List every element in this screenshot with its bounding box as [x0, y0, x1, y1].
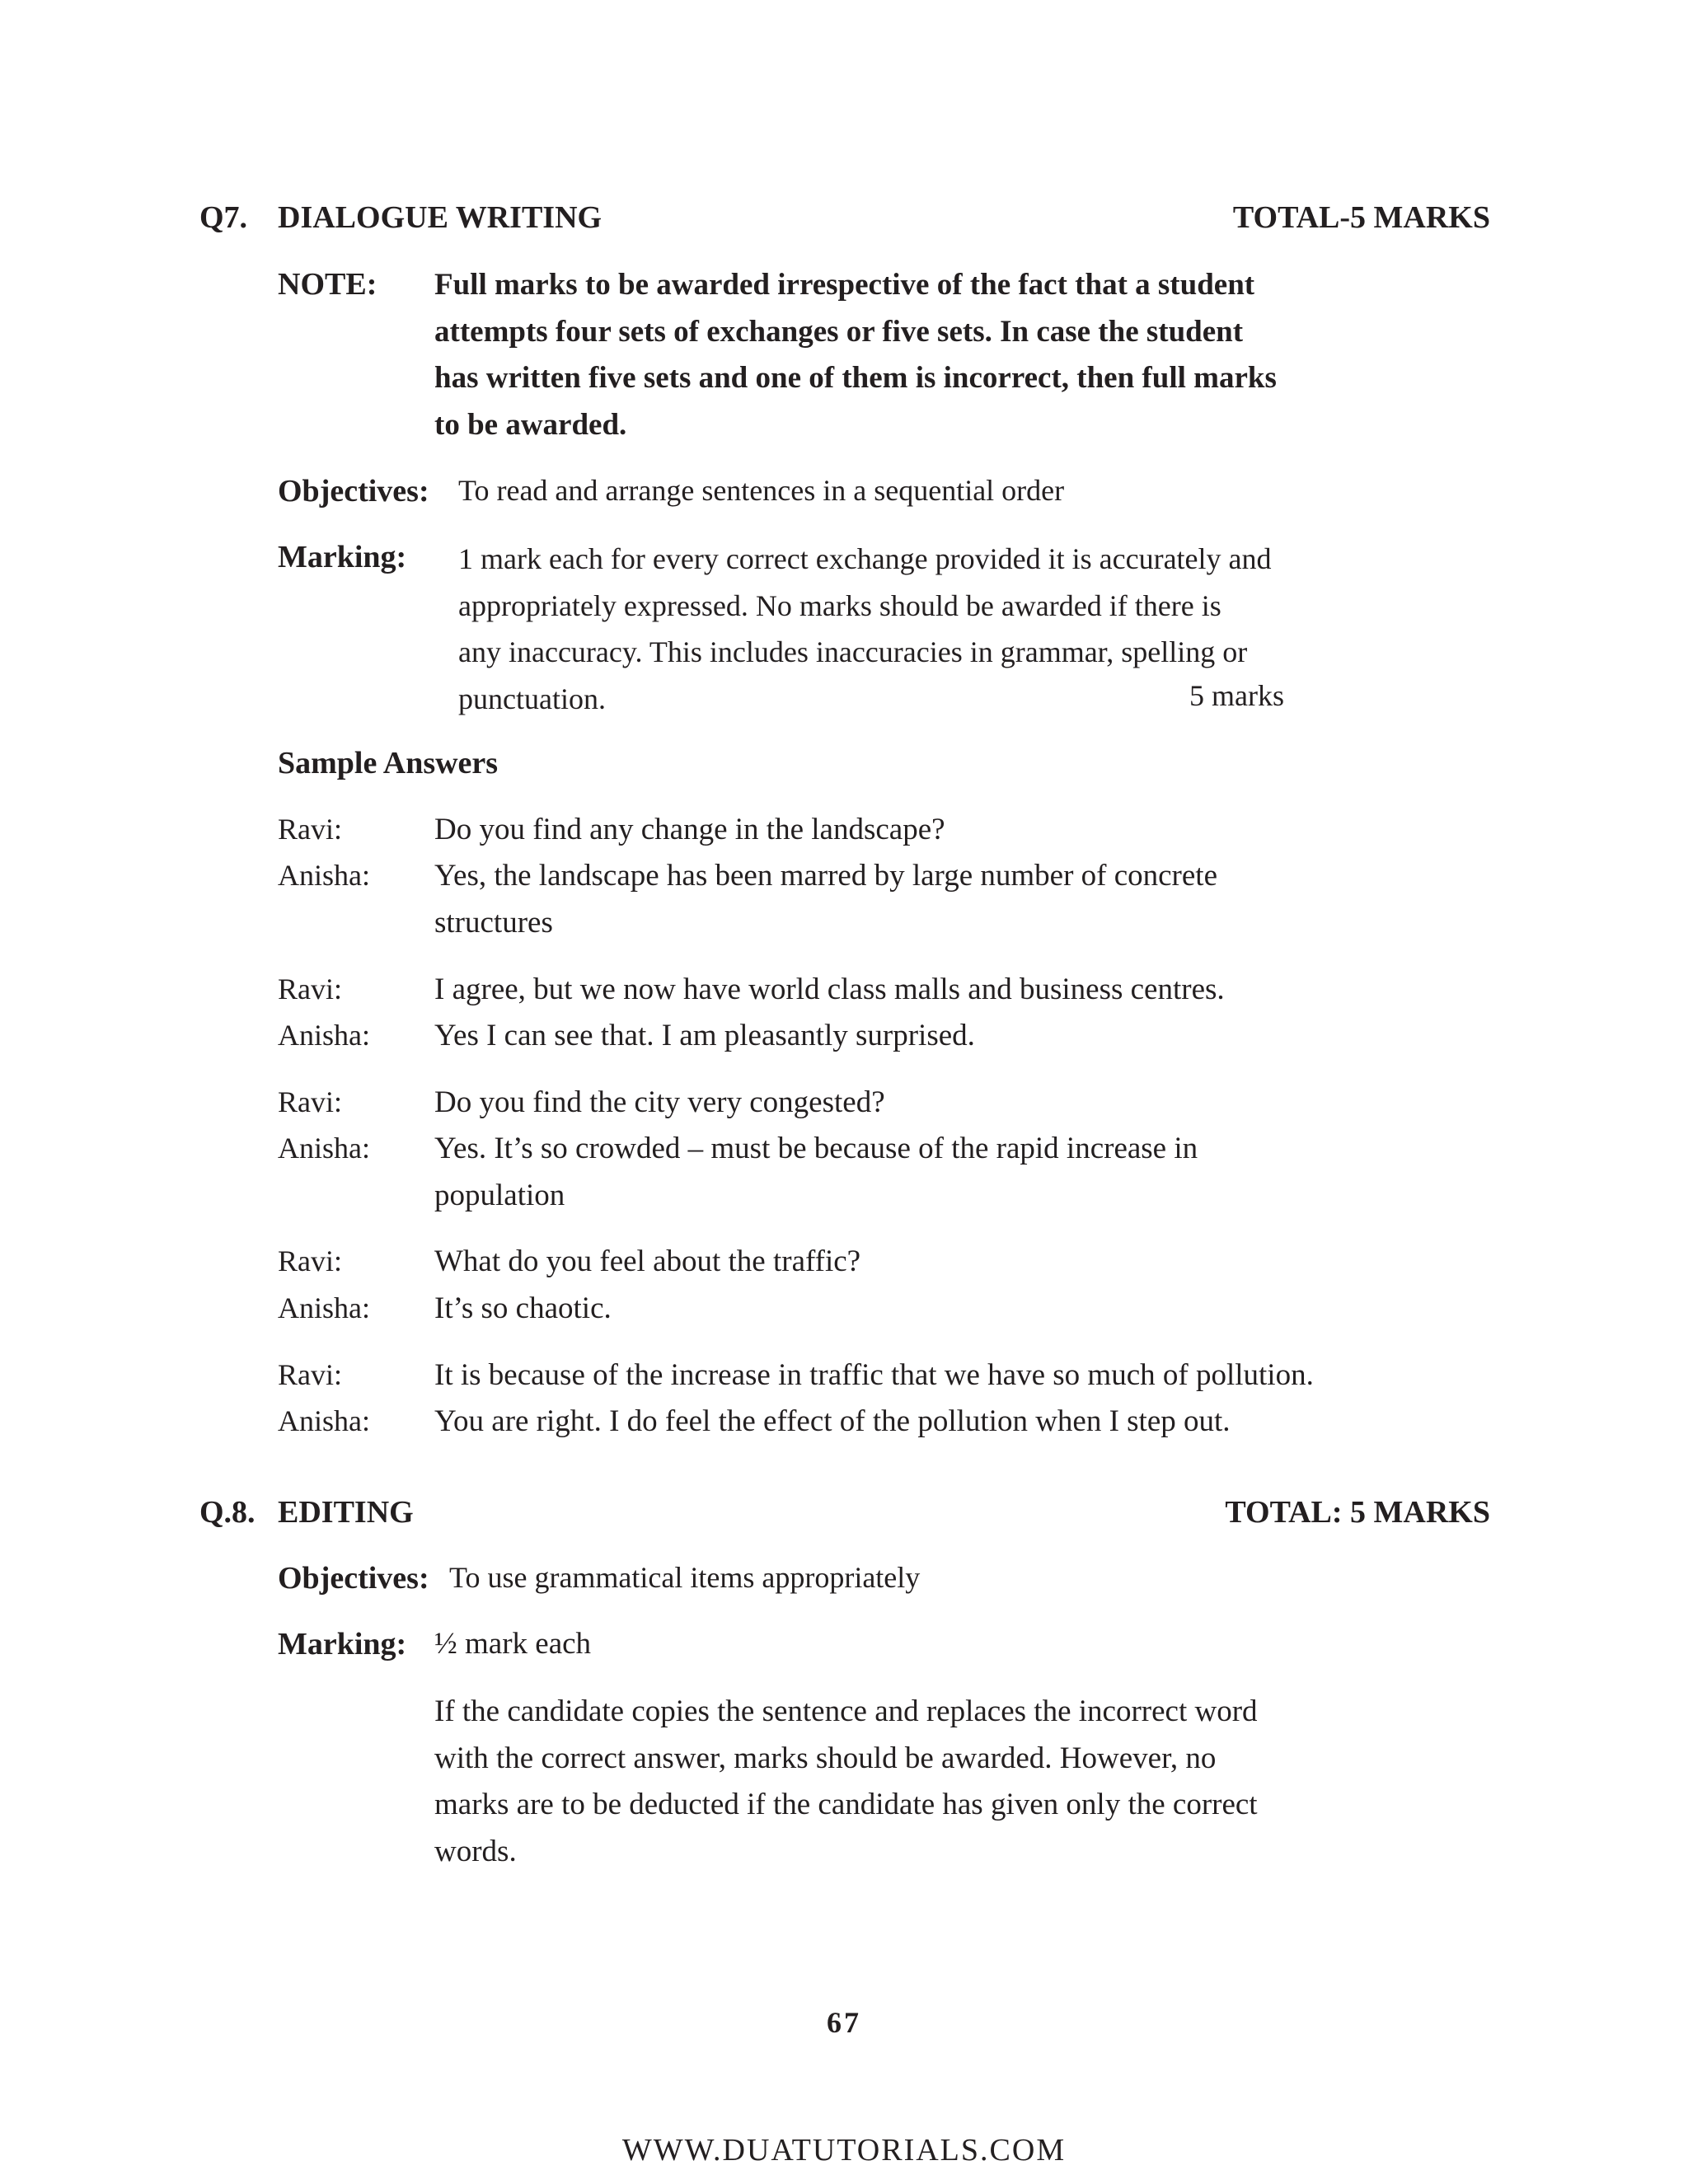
dialogue-line: Yes, the landscape has been marred by large number of concrete [434, 859, 1218, 893]
speaker-anisha: Anisha: [278, 1291, 370, 1324]
q8-number: Q.8. [199, 1495, 256, 1530]
dialogue-line: population [434, 1179, 565, 1212]
speaker-ravi: Ravi: [278, 1244, 342, 1277]
speaker-ravi: Ravi: [278, 813, 342, 846]
marking-line: appropriately expressed. No marks should be awarded if there is [458, 588, 1221, 622]
footer-website: WWW.DUATUTORIALS.COM [621, 2133, 1067, 2168]
speaker-anisha: Anisha: [278, 1019, 370, 1052]
q8-objectives-text: To use grammatical items appropriately [449, 1561, 921, 1594]
note-text [434, 262, 1277, 448]
sample-answers-heading: Sample Answers [278, 746, 499, 780]
speaker-ravi: Ravi: [278, 972, 342, 1005]
dialogue-line: It’s so chaotic. [434, 1291, 612, 1325]
instruction-line: words. [434, 1834, 517, 1868]
instruction-line: with the correct answer, marks should be awarded. However, no [434, 1741, 1217, 1775]
dialogue-line: It is because of the increase in traffic that we have so much of pollution. [434, 1358, 1314, 1392]
q7-marking-label: Marking: [278, 540, 407, 574]
q7-marks-value: 5 marks [1189, 679, 1284, 712]
speaker-anisha: Anisha: [278, 1132, 370, 1165]
q8-objectives-label: Objectives: [278, 1561, 429, 1596]
page-number: 67 [827, 2006, 861, 2039]
note-line: attempts four sets of exchanges or five sets. In case the student [434, 314, 1244, 349]
q7-total-marks: TOTAL-5 MARKS [1232, 200, 1490, 235]
dialogue-line: Do you find any change in the landscape? [434, 813, 945, 846]
dialogue-line: Yes I can see that. I am pleasantly surprised. [434, 1019, 975, 1052]
speaker-anisha: Anisha: [278, 1404, 370, 1437]
dialogue-line: I agree, but we now have world class malls and business centres. [434, 972, 1225, 1006]
speaker-ravi: Ravi: [278, 1358, 342, 1391]
speaker-anisha: Anisha: [278, 859, 370, 892]
q8-marking-text: ½ mark each [434, 1627, 592, 1661]
dialogue-line: Do you find the city very congested? [434, 1085, 885, 1119]
q8-marking-label: Marking: [278, 1627, 407, 1661]
marking-line: punctuation. [458, 682, 606, 715]
marking-line: 1 mark each for every correct exchange provided it is accurately and [458, 542, 1272, 575]
dialogue-line: Yes. It’s so crowded – must be because of the rapid increase in [434, 1132, 1198, 1165]
q7-number: Q7. [199, 200, 248, 235]
marking-line: any inaccuracy. This includes inaccuracies in grammar, spelling or [458, 635, 1248, 668]
dialogue-line: What do you feel about the traffic? [434, 1244, 861, 1278]
q8-total-marks: TOTAL: 5 MARKS [1225, 1495, 1490, 1530]
q8-instructions [434, 1689, 1258, 1875]
note-line: to be awarded. [434, 407, 627, 442]
note-line: Full marks to be awarded irrespective of the fact that a student [434, 268, 1255, 302]
q7-title: DIALOGUE WRITING [278, 200, 603, 235]
dialogue-line: structures [434, 906, 553, 940]
note-line: has written five sets and one of them is incorrect, then full marks [434, 361, 1277, 395]
speaker-ravi: Ravi: [278, 1085, 342, 1118]
q7-objectives-label: Objectives: [278, 474, 429, 509]
q8-title: EDITING [278, 1495, 414, 1530]
instruction-line: marks are to be deducted if the candidate has given only the correct [434, 1788, 1258, 1821]
dialogue-line: You are right. I do feel the effect of the pollution when I step out. [434, 1404, 1231, 1438]
instruction-line: If the candidate copies the sentence and replaces the incorrect word [434, 1694, 1258, 1728]
q7-marking-text [458, 536, 1272, 722]
q7-objectives-text: To read and arrange sentences in a sequential order [458, 474, 1065, 507]
note-label: NOTE: [278, 267, 377, 302]
